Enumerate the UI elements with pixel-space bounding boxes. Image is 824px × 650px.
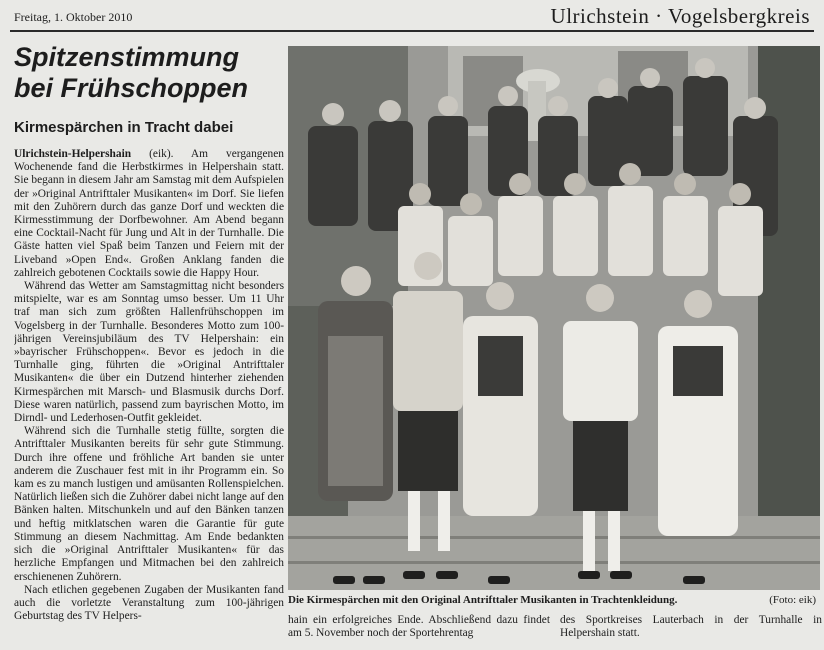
page-header <box>0 0 824 34</box>
continuation-column-2: hain ein erfolgreiches Ende. Abschließend dazu findet am 5. November noch der Sportehrentag <box>288 614 550 639</box>
issue-date: Freitag, 1. Oktober 2010 <box>14 10 133 24</box>
section-title: Ulrichstein · Vogelsbergkreis <box>550 4 810 28</box>
paragraph-2: Während das Wetter am Samstagmittag nicht besonders mitspielte, war es am Sonntag umso besser. Um 11 Uhr traf man sich zum größten Hallenfrühschoppen im Vogelsberg in der Turnhalle. Besonderes Motto zum 100-jährigen Vereinsjubiläum des TV Helpershain: ein »bayrischer Frühschoppen«. Bevor es jedoch in die Turnhalle ging, führten die »Original Antrifttaler Musikanten« die über ein Dutzend hinterher ziehenden Kirmespärchen mit Marsch- und Blasmusik durchs Dorf. Diese waren natürlich, passend zum bayrischen Motto, im Dirndl- und Lederhosen-Outfit gekleidet. <box>14 280 284 425</box>
article-subheadline: Kirmespärchen in Tracht dabei <box>14 119 234 136</box>
continuation-column-3: des Sportkreises Lauterbach in der Turnhalle in Helpershain statt. <box>560 614 822 639</box>
paragraph-1-text: (eik). Am vergangenen Wochenende fand die Herbstkirmes in Helpershain statt. Sie begann in diesem Jahr am Samstag mit dem Aufspielen der »Original Antrifttaler Musikanten« im Dorf. Sie liefen mit den Zuhörern durch das ganze Dorf und weckten die Kirmesstimmung der Dorfbewohner. Am Abend begann eine Cocktail-Nacht für Jung und Alt in der Turnhalle. Die Gäste hatten viel Spaß beim Tanzen und Feiern mit der Liveband »Open End«. Großen Anklang fanden die zahlreich gebotenen Cocktails sowie die Happy Hour. <box>14 148 284 279</box>
paragraph-3: Während sich die Turnhalle stetig füllte, sorgten die Antrifttaler Musikanten bereits für sehr gute Stimmung. Durch ihre offene und fröhliche Art banden sie unter anderem die Zuschauer fest mit in ihr Programm ein. So kam es zu manch lustigen und amüsanten Rollenspielchen. Natürlich ließen sich die Zuhörer dabei nicht lange auf den Bänken halten. Mitschunkeln und auf den Bänken tanzen und heftig mitklatschen waren die Garantie für gute Stimmung an diesem Nachmittag. Am Ende bedankten sich die »Original Antrifttaler Musikanten« für das herzliche Empfangen und Mitmachen bei den zahlreich erschienenen Zuhörern. <box>14 425 284 583</box>
article-headline <box>14 42 284 104</box>
headline-line-1: Spitzenstimmung <box>14 42 240 72</box>
photo-caption <box>288 594 820 606</box>
dateline: Ulrichstein-Helpershain <box>14 148 132 160</box>
group-photo <box>288 46 820 590</box>
photo-credit: (Foto: eik) <box>769 594 816 606</box>
headline-line-2: bei Frühschoppen <box>14 73 249 103</box>
caption-text: Die Kirmespärchen mit den Original Antrifttaler Musikanten in Trachtenkleidung. <box>288 594 678 606</box>
article-body <box>14 148 284 648</box>
paragraph-1 <box>14 148 284 280</box>
header-rule <box>10 30 814 32</box>
photo-illustration <box>288 46 820 590</box>
paragraph-4: Nach etlichen gegebenen Zugaben der Musikanten fand auch die vorletzte Veranstaltung zum 100-jährigen Geburtstag des TV Helpers- <box>14 583 284 623</box>
